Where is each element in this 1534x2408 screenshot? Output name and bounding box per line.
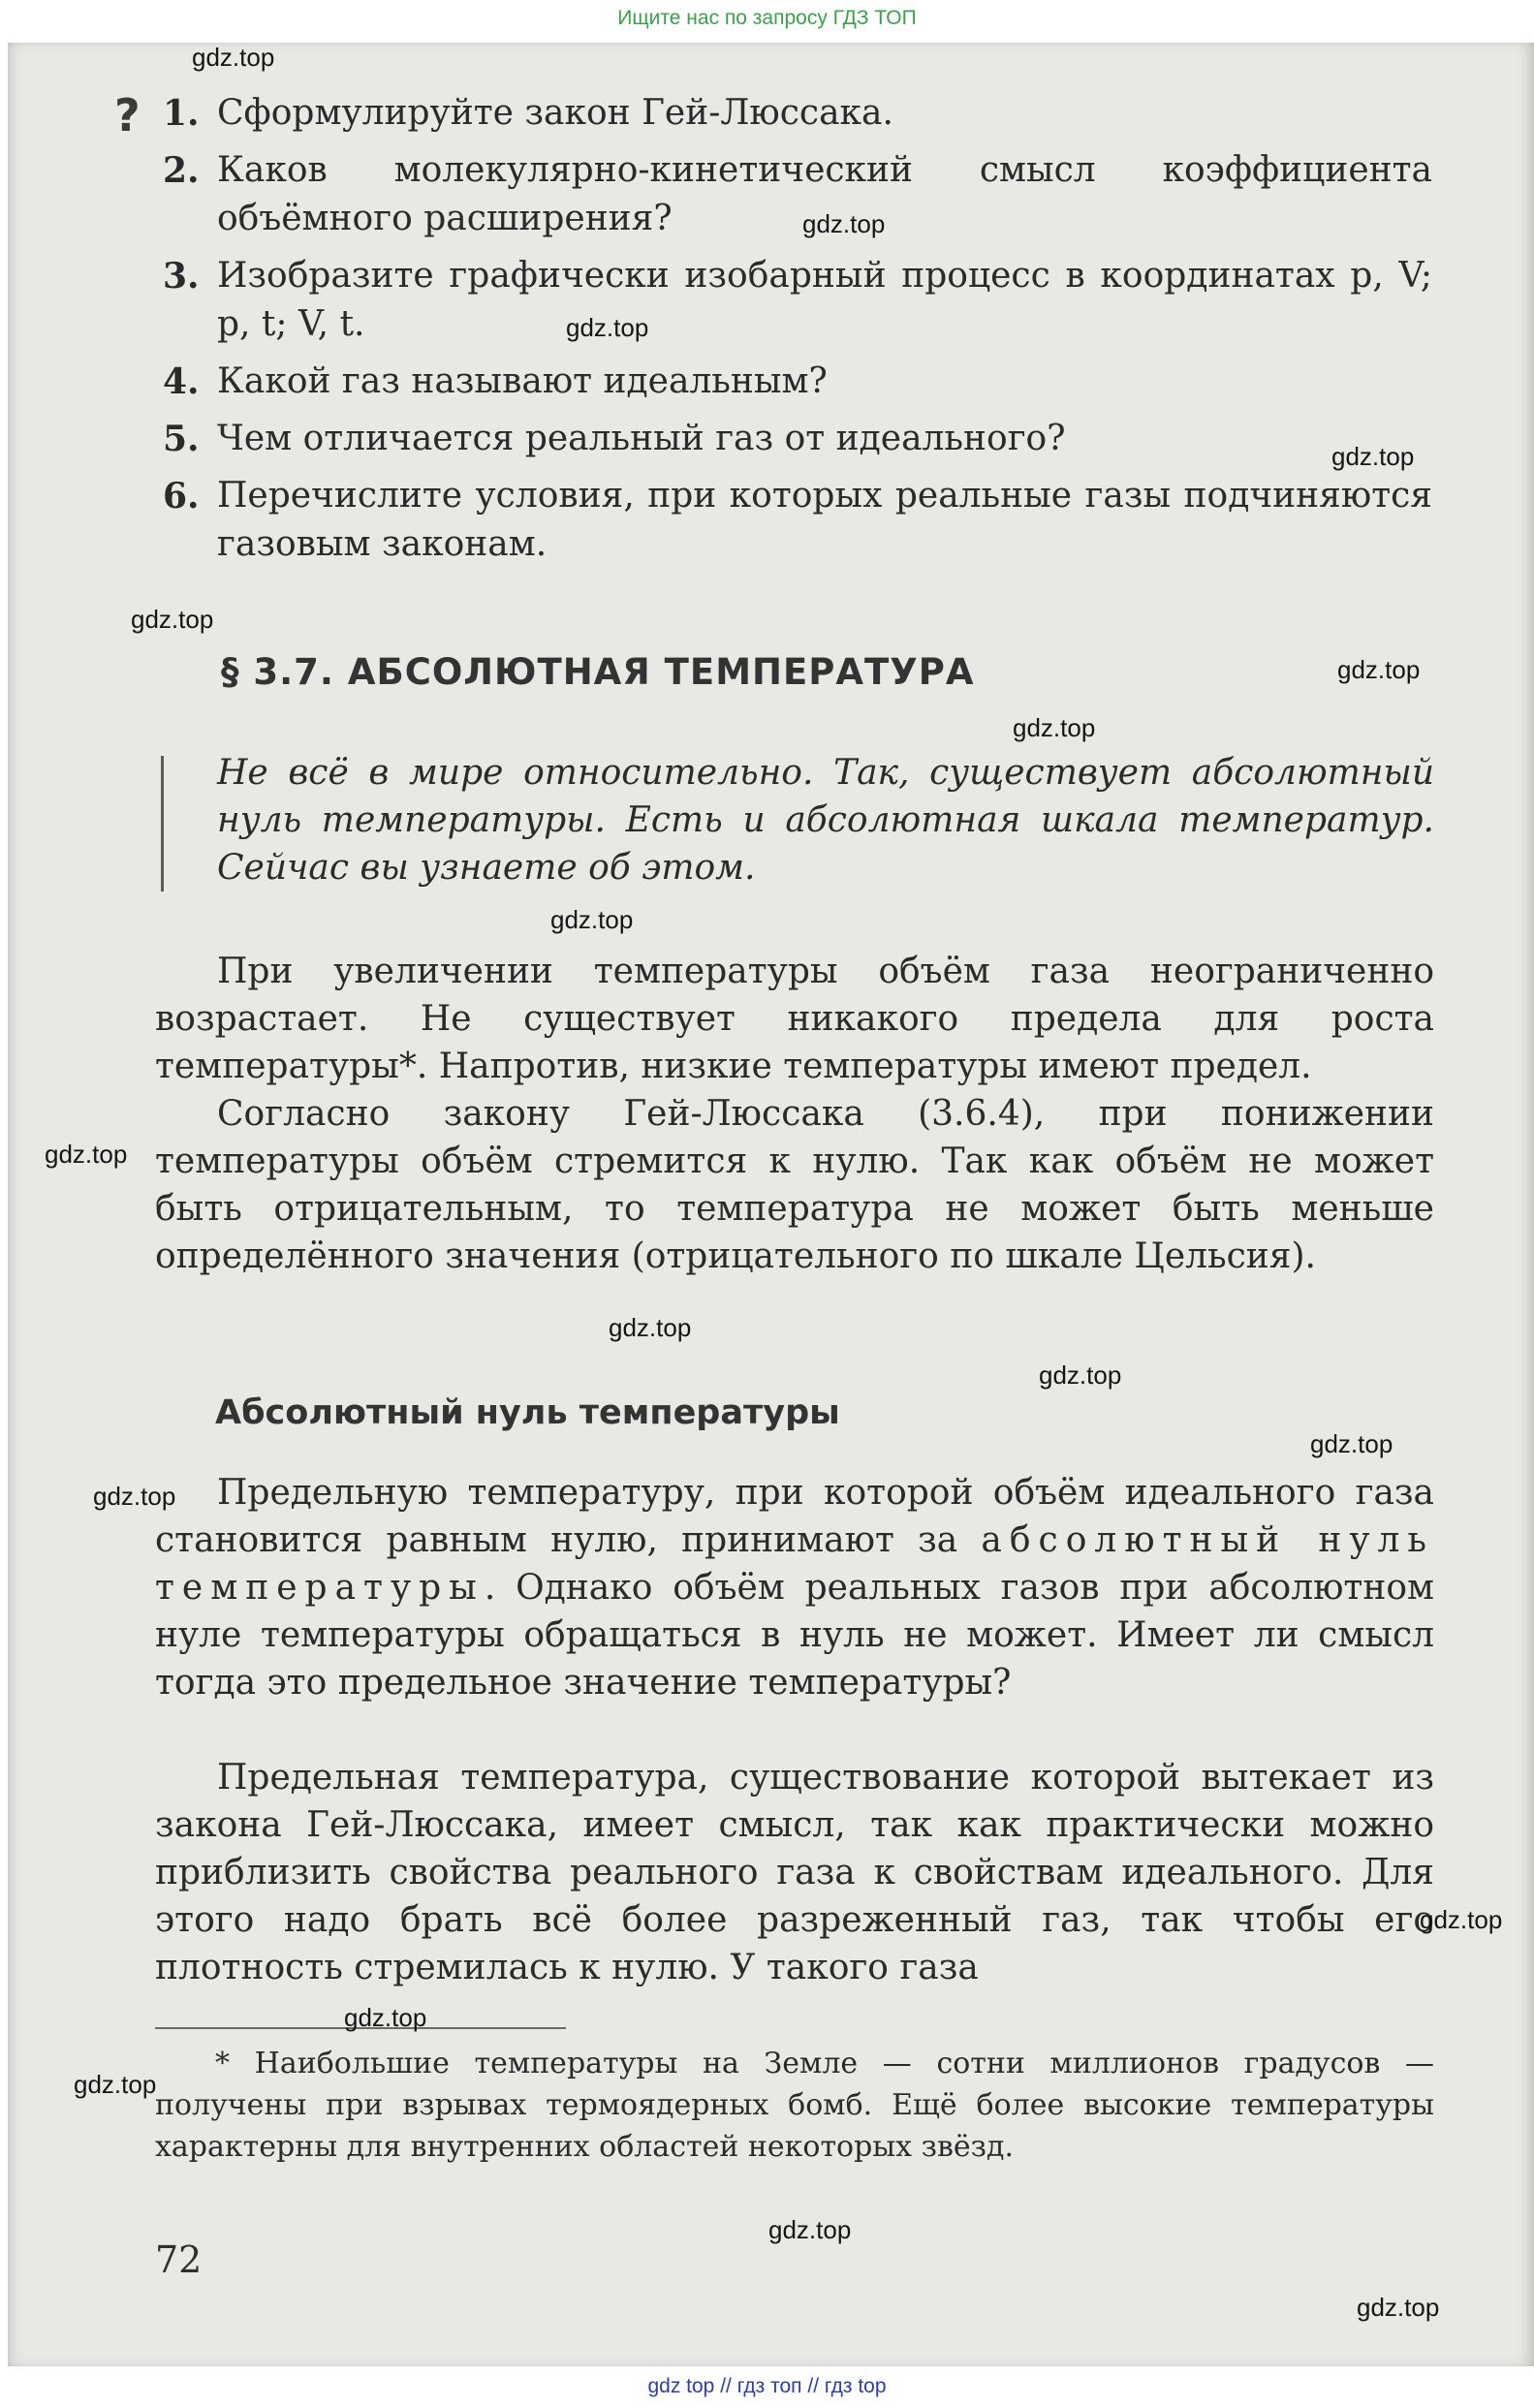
question-item — [114, 252, 1432, 349]
watermark: gdz.top — [1013, 713, 1096, 742]
defined-term: абсолютный нуль температуры — [155, 1520, 1434, 1608]
question-item — [114, 415, 1432, 463]
question-item — [114, 472, 1432, 569]
watermark: gdz.top — [1337, 655, 1421, 684]
watermark: gdz.top — [45, 1140, 128, 1169]
paragraph-text: . Однако объём реальных газов при абсолютном нуле температуры обращаться в нуль не может. Имеет ли смысл тогда это предельное значение температуры? — [155, 1568, 1434, 1703]
scan-left-margin — [0, 43, 8, 2366]
page-number: 72 — [155, 2238, 203, 2281]
watermark: gdz.top — [566, 313, 649, 342]
watermark: gdz.top — [1357, 2293, 1440, 2322]
question-number: 4. — [163, 361, 200, 402]
question-number: 3. — [163, 256, 200, 297]
epigraph: Не всё в мире относительно. Так, существует абсолютный нуль температуры. Есть и абсолютная шкала температур. Сейчас вы узнаете об этом. — [217, 753, 1434, 888]
watermark: gdz.top — [802, 209, 886, 238]
bottom-banner[interactable]: gdz top // гдз топ // гдз top — [647, 2375, 887, 2397]
top-banner[interactable]: Ищите нас по запросу ГДЗ ТОП — [617, 7, 917, 29]
subsection-paragraph-2: Предельная температура, существование которой вытекает из закона Гей-Люссака, имеет смысл, так как практически можно приблизить свойства реального газа к свойствам идеального. Для этого надо брать всё более разреженный газ, так чтобы его плотность стремилась к нулю. У такого газа — [155, 1758, 1434, 1987]
paragraph-text: Предельную температуру, при которой объём идеального газа становится равным нулю, принимают за — [155, 1473, 1434, 1560]
section-title: § 3.7. АБСОЛЮТНАЯ ТЕМПЕРАТУРА — [221, 651, 975, 693]
question-number: 6. — [163, 476, 200, 516]
question-item — [114, 89, 1432, 138]
question-text: Чем отличается реальный газ от идеального? — [217, 419, 1066, 458]
watermark: gdz.top — [609, 1313, 692, 1342]
section-paragraph-1: При увеличении температуры объём газа неограниченно возрастает. Не существует никакого предела для роста температуры*. Напротив, низкие температуры имеют предел. — [155, 952, 1434, 1086]
question-item — [114, 358, 1432, 406]
watermark: gdz.top — [93, 1482, 176, 1511]
question-number: 2. — [163, 150, 200, 191]
question-number: 1. — [163, 93, 200, 134]
watermark: gdz.top — [344, 2003, 427, 2032]
subsection-title: Абсолютный нуль температуры — [215, 1393, 840, 1432]
epigraph-divider — [161, 756, 164, 891]
watermark: gdz.top — [1331, 442, 1415, 471]
watermark: gdz.top — [1039, 1360, 1122, 1390]
question-text: Какой газ называют идеальным? — [217, 361, 828, 401]
question-item — [114, 146, 1432, 243]
question-text: Изобразите графически изобарный процесс в координатах p, V; p, t; V, t. — [217, 256, 1432, 344]
question-mark-icon: ? — [114, 89, 141, 141]
watermark: gdz.top — [131, 605, 214, 634]
question-text: Сформулируйте закон Гей-Люссака. — [217, 93, 893, 133]
footnote: * Наибольшие температуры на Земле — сотни миллионов градусов — получены при взрывах термоядерных бомб. Ещё более высокие температуры характерны для внутренних областей некоторых звёзд. — [155, 2047, 1434, 2164]
watermark: gdz.top — [192, 43, 275, 72]
watermark: gdz.top — [1420, 1905, 1503, 1934]
watermark: gdz.top — [550, 905, 634, 934]
subsection-paragraph-1 — [155, 1469, 1434, 1706]
question-text: Каков молекулярно-кинетический смысл коэффициента объёмного расширения? — [217, 150, 1432, 238]
watermark: gdz.top — [74, 2070, 157, 2099]
watermark: gdz.top — [1310, 1429, 1393, 1458]
watermark: gdz.top — [768, 2215, 852, 2244]
question-number: 5. — [163, 419, 200, 459]
question-text: Перечислите условия, при которых реальные газы подчиняются газовым законам. — [217, 476, 1432, 564]
section-paragraph-2: Согласно закону Гей-Люссака (3.6.4), при понижении температуры объём стремится к нулю. Так как объём не может быть отрицательным, то температура не может быть меньше определённого значения (отрицательного по шкале Цельсия). — [155, 1094, 1434, 1276]
review-questions — [114, 89, 1432, 578]
